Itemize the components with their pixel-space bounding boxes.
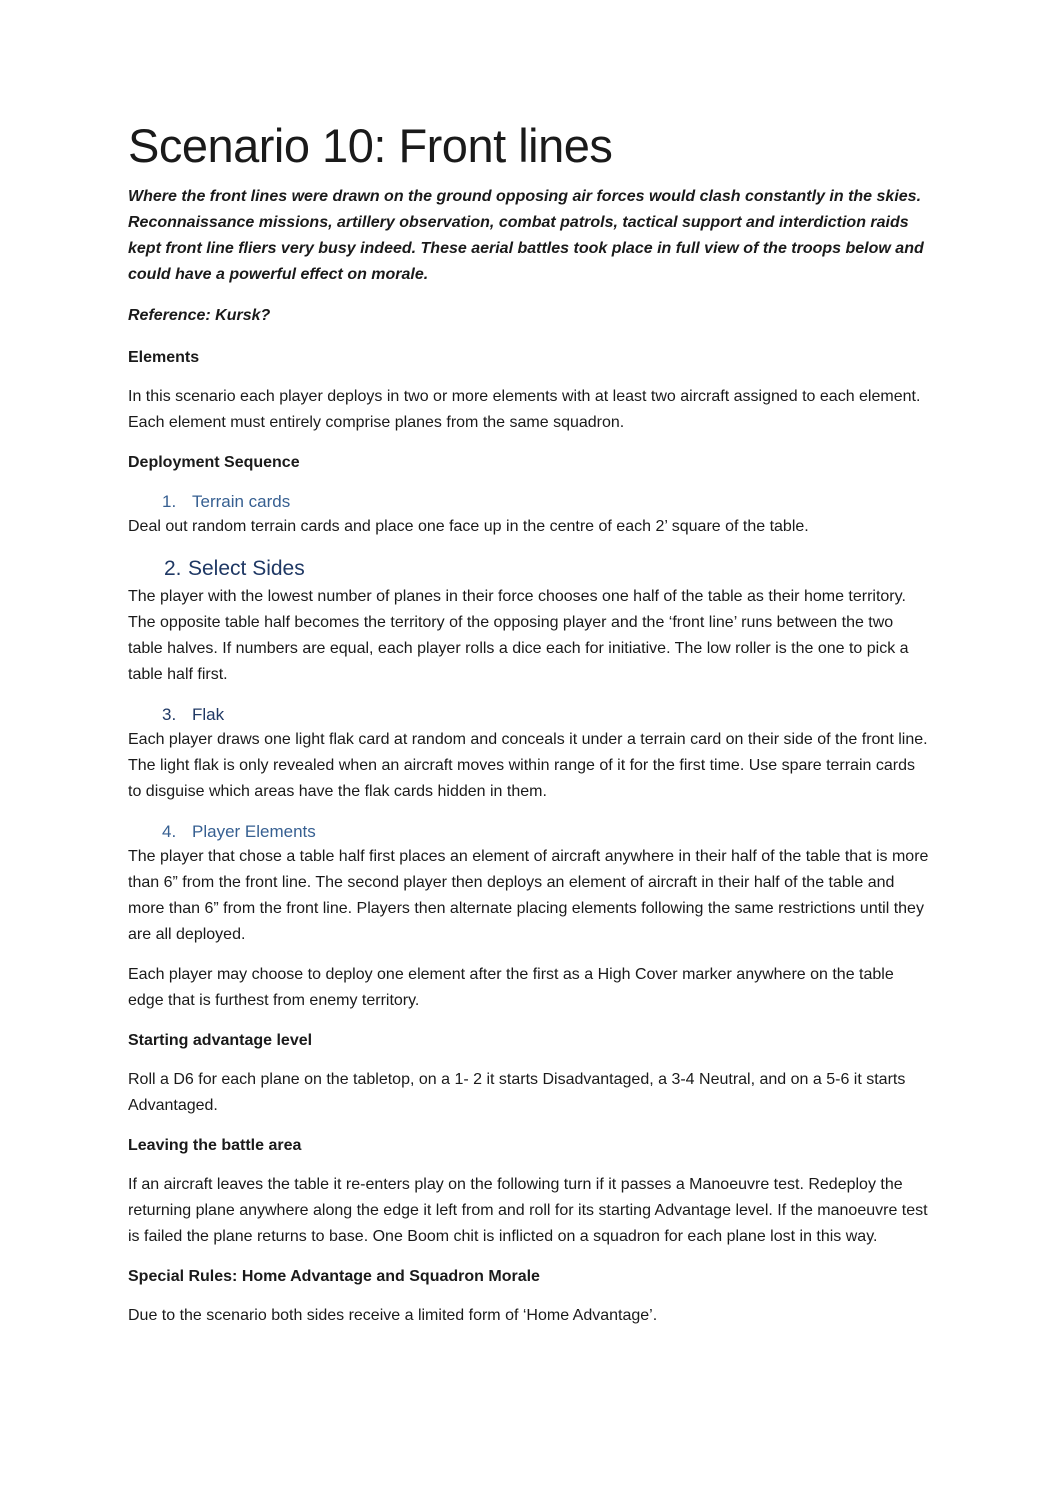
paragraph-elements: In this scenario each player deploys in two or more elements with at least two aircraft assigned to each element. Each element must entirely comprise planes from the same squadron. [128,388,921,432]
reference-note: Reference: Kursk? [128,307,271,325]
paragraph-player-elements: The player that chose a table half first places an element of aircraft anywhere in their half of the table that is more than 6” from the front line. The second player then deploys an element of aircraft in their half of the table and more than 6” from the front line. Players then alternate placing elements following the same restrictions until they are all deployed. [128,848,929,944]
list-number: 2. [164,557,182,581]
section-heading-deployment-sequence: Deployment Sequence [128,454,300,472]
list-number: 1. [162,492,177,512]
intro-paragraph: Where the front lines were drawn on the ground opposing air forces would clash constantly in the skies. Reconnaissance missions, artillery observation, combat patrols, tactical support and interdiction raids kept front line fliers very busy indeed. These aerial battles took place in full view of the troops below and could have a powerful effect on morale. [128,188,924,284]
list-item-flak [128,702,930,727]
list-number: 4. [162,822,177,842]
paragraph-starting-advantage: Roll a D6 for each plane on the tabletop, on a 1- 2 it starts Disadvantaged, a 3-4 Neutral, and on a 5-6 it starts Advantaged. [128,1071,906,1115]
list-item-select-sides [128,554,930,584]
section-heading-leaving-battle-area: Leaving the battle area [128,1137,302,1155]
paragraph-flak: Each player draws one light flak card at random and conceals it under a terrain card on their side of the front line. The light flak is only revealed when an aircraft moves within range of it for the first time. Use spare terrain cards to disguise which areas have the flak cards hidden in them. [128,731,928,801]
list-label: Terrain cards [192,492,291,512]
list-label: Flak [192,705,225,725]
paragraph-terrain-cards: Deal out random terrain cards and place one face up in the centre of each 2’ square of the table. [128,518,809,536]
section-heading-starting-advantage: Starting advantage level [128,1032,313,1050]
list-label: Player Elements [192,822,316,842]
list-number: 3. [162,705,177,725]
list-item-terrain-cards [128,489,930,514]
list-item-player-elements [128,819,930,844]
page-title: Scenario 10: Front lines [128,119,613,172]
paragraph-high-cover: Each player may choose to deploy one element after the first as a High Cover marker anywhere on the table edge that is furthest from enemy territory. [128,966,894,1010]
paragraph-leaving-battle-area: If an aircraft leaves the table it re-enters play on the following turn if it passes a Manoeuvre test. Redeploy the returning plane anywhere along the edge it left from and roll for its starting Advantage level. If the manoeuvre test is failed the plane returns to base. One Boom chit is inflicted on a squadron for each plane lost in this way. [128,1176,928,1246]
section-heading-elements: Elements [128,349,200,367]
paragraph-select-sides: The player with the lowest number of planes in their force chooses one half of the table as their home territory. The opposite table half becomes the territory of the opposing player and the ‘front line’ runs between the two table halves. If numbers are equal, each player rolls a dice each for initiative. The low roller is the one to pick a table half first. [128,588,909,684]
paragraph-special-rules: Due to the scenario both sides receive a limited form of ‘Home Advantage’. [128,1307,658,1325]
list-label: Select Sides [188,557,305,581]
section-heading-special-rules: Special Rules: Home Advantage and Squadron Morale [128,1268,540,1286]
